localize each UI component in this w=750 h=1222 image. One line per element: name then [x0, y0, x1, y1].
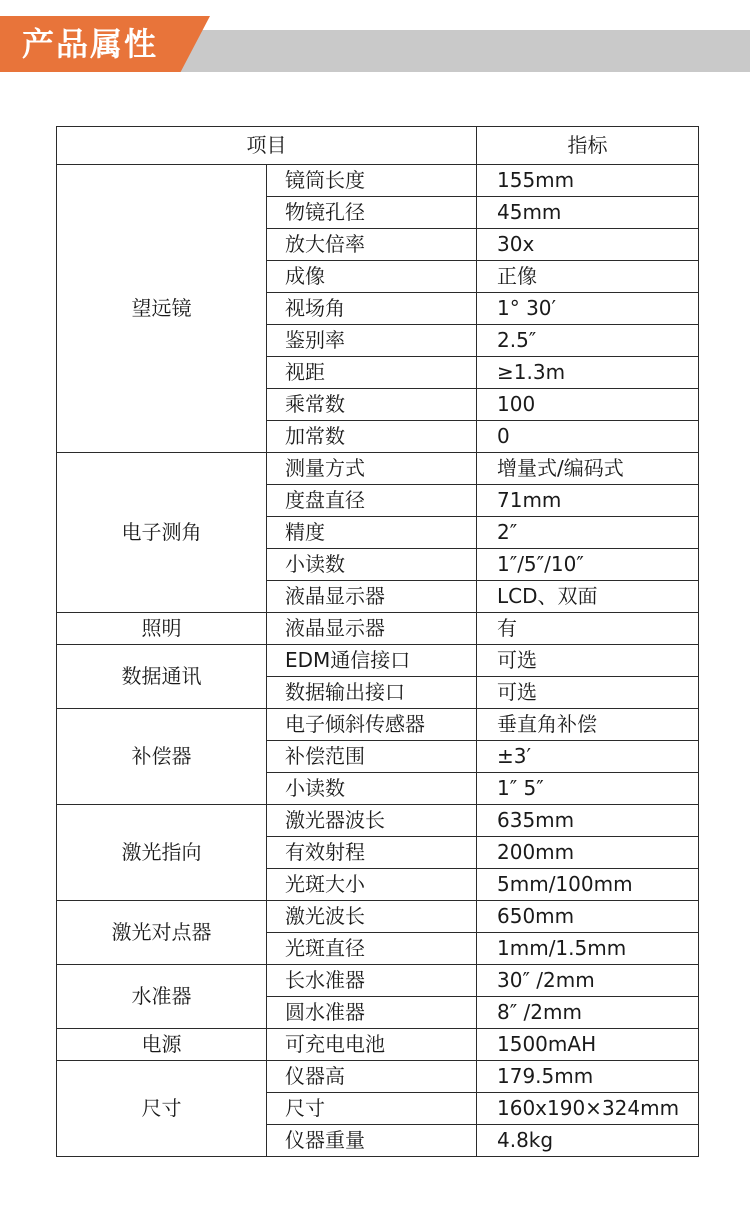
value-cell: 71mm — [477, 485, 699, 517]
section-title: 产品属性 — [22, 25, 159, 63]
table-row — [57, 453, 699, 485]
item-cell: 成像 — [267, 261, 477, 293]
value-cell: 155mm — [477, 165, 699, 197]
value-cell: 正像 — [477, 261, 699, 293]
table-row — [57, 1061, 699, 1093]
item-cell: 有效射程 — [267, 837, 477, 869]
item-cell: 鉴别率 — [267, 325, 477, 357]
value-cell: 有 — [477, 613, 699, 645]
header-item: 项目 — [57, 127, 477, 165]
item-cell: 放大倍率 — [267, 229, 477, 261]
value-cell: 30″ /2mm — [477, 965, 699, 997]
value-cell: 1° 30′ — [477, 293, 699, 325]
item-cell: 度盘直径 — [267, 485, 477, 517]
table-row — [57, 901, 699, 933]
value-cell: 1″/5″/10″ — [477, 549, 699, 581]
item-cell: 镜筒长度 — [267, 165, 477, 197]
header-band — [160, 30, 750, 72]
value-cell: 1500mAH — [477, 1029, 699, 1061]
item-cell: 数据输出接口 — [267, 677, 477, 709]
value-cell: 0 — [477, 421, 699, 453]
item-cell: 仪器重量 — [267, 1125, 477, 1157]
value-cell: 垂直角补偿 — [477, 709, 699, 741]
item-cell: EDM通信接口 — [267, 645, 477, 677]
item-cell: 乘常数 — [267, 389, 477, 421]
category-cell: 激光对点器 — [57, 901, 267, 965]
value-cell: 160x190×324mm — [477, 1093, 699, 1125]
value-cell: 可选 — [477, 645, 699, 677]
item-cell: 加常数 — [267, 421, 477, 453]
value-cell: 1mm/1.5mm — [477, 933, 699, 965]
item-cell: 电子倾斜传感器 — [267, 709, 477, 741]
item-cell: 光斑大小 — [267, 869, 477, 901]
item-cell: 光斑直径 — [267, 933, 477, 965]
value-cell: ±3′ — [477, 741, 699, 773]
value-cell: 2.5″ — [477, 325, 699, 357]
category-cell: 尺寸 — [57, 1061, 267, 1157]
spec-table — [56, 126, 699, 1157]
value-cell: LCD、双面 — [477, 581, 699, 613]
item-cell: 激光器波长 — [267, 805, 477, 837]
value-cell: ≥1.3m — [477, 357, 699, 389]
item-cell: 小读数 — [267, 773, 477, 805]
table-row — [57, 965, 699, 997]
table-body — [57, 165, 699, 1157]
category-cell: 电子测角 — [57, 453, 267, 613]
value-cell: 30x — [477, 229, 699, 261]
category-cell: 数据通讯 — [57, 645, 267, 709]
item-cell: 激光波长 — [267, 901, 477, 933]
category-cell: 水准器 — [57, 965, 267, 1029]
section-header — [0, 16, 750, 72]
item-cell: 仪器高 — [267, 1061, 477, 1093]
table-row — [57, 805, 699, 837]
value-cell: 可选 — [477, 677, 699, 709]
category-cell: 望远镜 — [57, 165, 267, 453]
value-cell: 179.5mm — [477, 1061, 699, 1093]
table-header-row — [57, 127, 699, 165]
item-cell: 物镜孔径 — [267, 197, 477, 229]
item-cell: 测量方式 — [267, 453, 477, 485]
item-cell: 视场角 — [267, 293, 477, 325]
item-cell: 小读数 — [267, 549, 477, 581]
table-row — [57, 165, 699, 197]
category-cell: 补偿器 — [57, 709, 267, 805]
item-cell: 尺寸 — [267, 1093, 477, 1125]
header-value: 指标 — [477, 127, 699, 165]
category-cell: 激光指向 — [57, 805, 267, 901]
value-cell: 650mm — [477, 901, 699, 933]
value-cell: 增量式/编码式 — [477, 453, 699, 485]
table-row — [57, 1029, 699, 1061]
table-row — [57, 709, 699, 741]
item-cell: 液晶显示器 — [267, 581, 477, 613]
category-cell: 电源 — [57, 1029, 267, 1061]
item-cell: 圆水准器 — [267, 997, 477, 1029]
value-cell: 100 — [477, 389, 699, 421]
item-cell: 长水准器 — [267, 965, 477, 997]
item-cell: 精度 — [267, 517, 477, 549]
item-cell: 视距 — [267, 357, 477, 389]
value-cell: 8″ /2mm — [477, 997, 699, 1029]
table-row — [57, 645, 699, 677]
table-row — [57, 613, 699, 645]
value-cell: 1″ 5″ — [477, 773, 699, 805]
value-cell: 200mm — [477, 837, 699, 869]
value-cell: 4.8kg — [477, 1125, 699, 1157]
item-cell: 补偿范围 — [267, 741, 477, 773]
item-cell: 液晶显示器 — [267, 613, 477, 645]
value-cell: 2″ — [477, 517, 699, 549]
category-cell: 照明 — [57, 613, 267, 645]
value-cell: 45mm — [477, 197, 699, 229]
value-cell: 635mm — [477, 805, 699, 837]
value-cell: 5mm/100mm — [477, 869, 699, 901]
item-cell: 可充电电池 — [267, 1029, 477, 1061]
